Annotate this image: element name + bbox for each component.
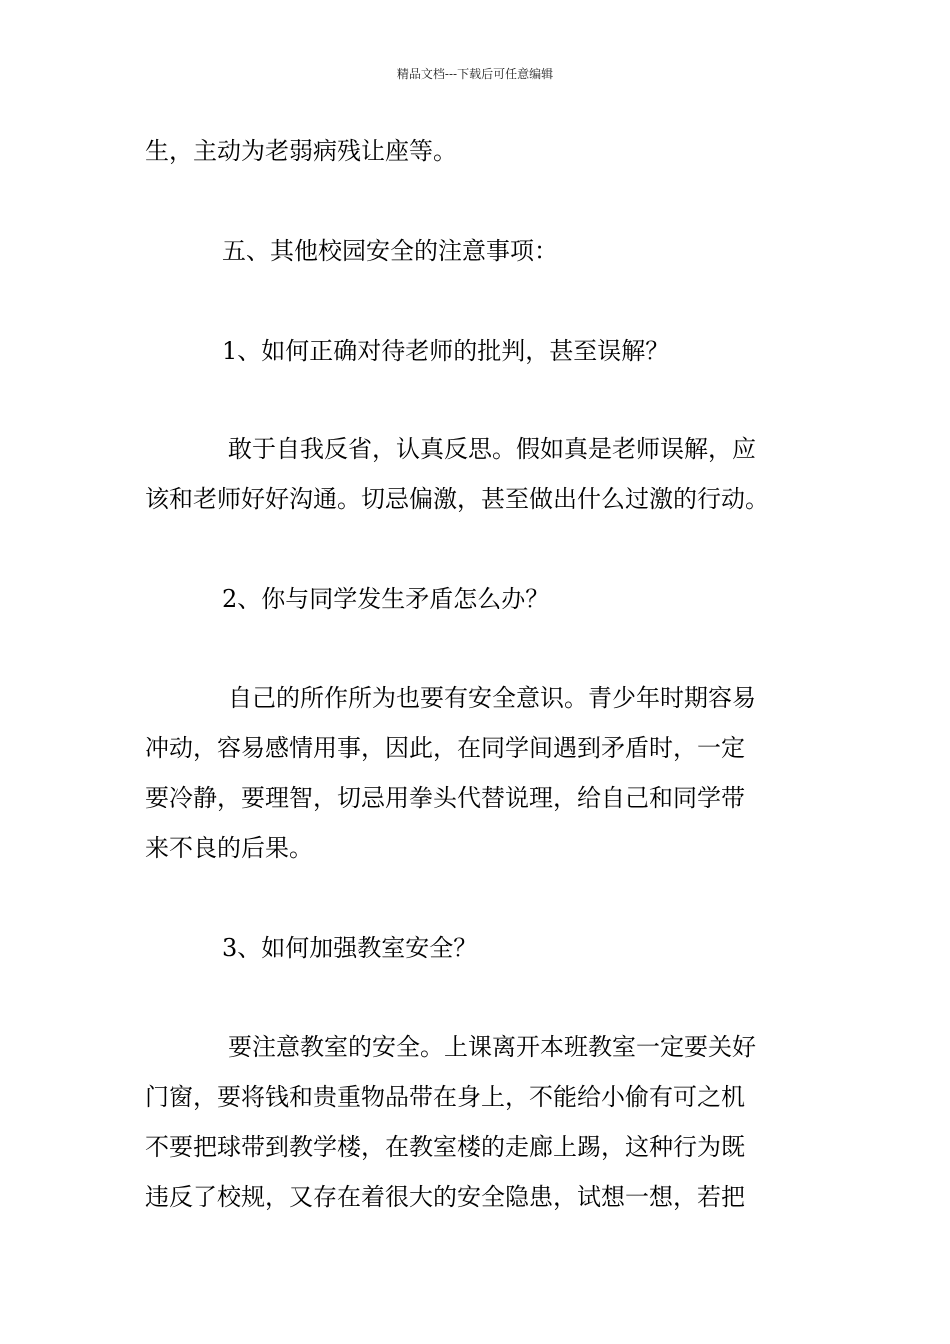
paragraph-line: 来不良的后果。	[145, 834, 313, 862]
paragraph-line: 门窗，要将钱和贵重物品带在身上，不能给小偷有可之机	[145, 1083, 745, 1111]
paragraph-line: 要冷静，要理智，切忌用拳头代替说理，给自己和同学带	[145, 784, 745, 812]
paragraph-line: 自己的所作所为也要有安全意识。青少年时期容易	[228, 684, 756, 712]
paragraph-line: 要注意教室的安全。上课离开本班教室一定要关好	[228, 1033, 756, 1061]
paragraph-line: 违反了校规，又存在着很大的安全隐患，试想一想，若把	[145, 1183, 745, 1211]
text-line: 生，主动为老弱病残让座等。	[145, 137, 457, 165]
paragraph-line: 敢于自我反省，认真反思。假如真是老师误解，应	[228, 435, 756, 463]
question-heading: 3、如何加强教室安全？	[222, 934, 478, 962]
paragraph-line: 冲动，容易感情用事，因此，在同学间遇到矛盾时，一定	[145, 734, 745, 762]
paragraph-line: 该和老师好好沟通。切忌偏激，甚至做出什么过激的行动。	[145, 485, 769, 513]
paragraph-line: 不要把球带到教学楼，在教室楼的走廊上踢，这种行为既	[145, 1133, 745, 1161]
question-heading: 1、如何正确对待老师的批判，甚至误解？	[222, 337, 670, 365]
page-header: 精品文档---下载后可任意编辑	[396, 67, 554, 81]
question-heading: 2、你与同学发生矛盾怎么办？	[222, 585, 550, 613]
section-heading: 五、其他校园安全的注意事项：	[222, 237, 558, 265]
